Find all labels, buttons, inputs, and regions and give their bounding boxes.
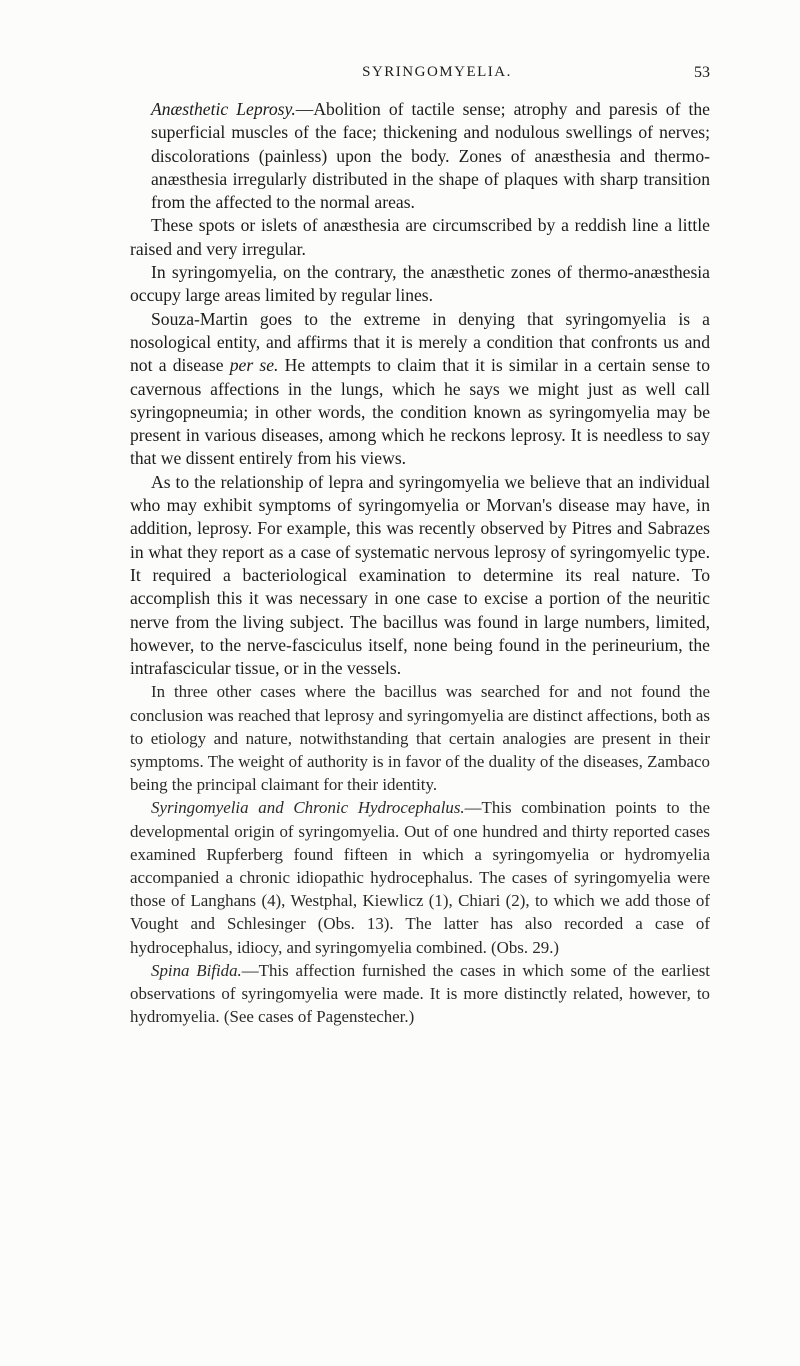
- section-heading: Syringomyelia and Chronic Hydrocephalus.: [151, 798, 465, 818]
- paragraph-spina-bifida: [130, 959, 710, 1029]
- running-head: [130, 64, 710, 88]
- paragraph: [130, 308, 710, 471]
- paragraph-text: These spots or islets of anæsthesia are circumscribed by a reddish line a little raised and very irregular.: [130, 215, 710, 259]
- running-title: SYRINGOMYELIA.: [362, 64, 512, 80]
- paragraph-text: In syringomyelia, on the contrary, the anæsthetic zones of thermo-anæsthesia occupy large areas limited by regular lines.: [130, 262, 710, 306]
- paragraph-text: —This combination points to the developmental origin of syringomyelia. Out of one hundred and thirty reported cases examined Rupferberg found fifteen in which a syringomyelia or hydromyelia accompanied a chronic idiopathic hydrocephalus. The cases of syringomyelia were those of Langhans (4), Westphal, Kiewlicz (1), Chiari (2), to which we add those of Vought and Schlesinger (Obs. 13). The latter has also recorded a case of hydrocephalus, idiocy, and syringomyelia combined. (Obs. 29.): [130, 798, 710, 957]
- section-heading: Anæsthetic Leprosy.: [151, 99, 296, 119]
- paragraph: [130, 680, 710, 796]
- page-number: 53: [694, 64, 710, 81]
- paragraph-anaesthetic-leprosy: [130, 98, 710, 214]
- paragraph-text: —Abolition of tactile sense; atrophy and paresis of the superficial muscles of the face; thickening and nodulous swellings of nerves; discolorations (painless) upon the body. Zones of anæsthesia and thermo-anæsthesia irregularly distributed in the shape of plaques with sharp transition from the affected to the normal areas.: [151, 99, 710, 213]
- paragraph: [130, 214, 710, 261]
- paragraph: [130, 261, 710, 308]
- paragraph-text: In three other cases where the bacillus was searched for and not found the conclusion was reached that leprosy and syringomyelia are distinct affections, both as to etiology and nature, notwithstanding that certain analogies are present in their symptoms. The weight of authority is in favor of the duality of the diseases, Zambaco being the principal claimant for their identity.: [130, 682, 710, 795]
- paragraph-text: As to the relationship of lepra and syringomyelia we believe that an individual who may exhibit symptoms of syringomyelia or Morvan's disease may have, in addition, leprosy. For example, this was recently observed by Pitres and Sabrazes in what they report as a case of systematic nervous leprosy of syringomyelic type. It required a bacteriological examination to determine its real nature. To accomplish this it was necessary in one case to excise a portion of the neuritic nerve from the living subject. The bacillus was found in large numbers, limited, however, to the nerve-fasciculus itself, none being found in the perineurium, the intrafascicular tissue, or in the vessels.: [130, 471, 710, 679]
- section-heading: Spina Bifida.: [151, 960, 242, 980]
- paragraph-text: He attempts to claim that it is similar in a certain sense to cavernous affections in the lungs, which he says we might just as well call syringopneumia; in other words, the condition known as syringomyelia may be present in various diseases, among which he reckons leprosy. It is needless to say that we dissent entirely from his views.: [130, 355, 710, 469]
- emphasis-text: per se.: [229, 355, 279, 376]
- paragraph-text: Souza-Martin goes to the extreme in denying that syringomyelia is a nosological entity, and affirms that it is merely a condition that confronts us and not a disease: [130, 308, 710, 376]
- paragraph: [130, 471, 710, 681]
- body-text: [130, 98, 710, 1028]
- paragraph-hydrocephalus: [130, 796, 710, 958]
- paragraph-text: —This affection furnished the cases in which some of the earliest observations of syringomyelia were made. It is more distinctly related, however, to hydromyelia. (See cases of Pagenstecher.): [130, 960, 710, 1027]
